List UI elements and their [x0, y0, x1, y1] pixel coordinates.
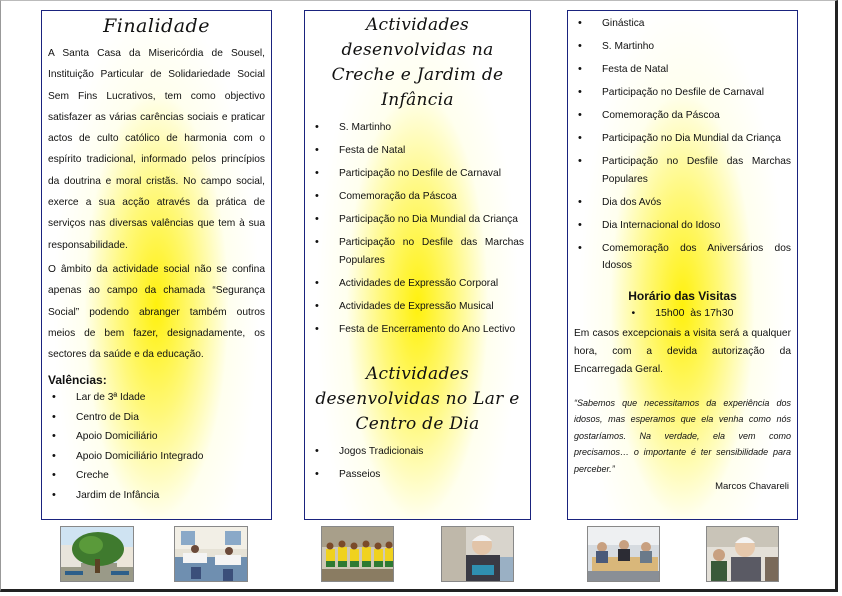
- creche-activities-list: [311, 119, 524, 338]
- list-item: • Participação no Dia Mundial da Criança: [574, 130, 791, 148]
- photo-elderly-table: [587, 526, 660, 582]
- photo-children-costumes: [321, 526, 394, 582]
- panel-continuacao: [567, 10, 798, 520]
- list-item: • Jogos Tradicionais: [311, 443, 524, 461]
- finalidade-title: Finalidade: [103, 15, 210, 37]
- photo-elderly-knitting: [441, 526, 514, 582]
- valencias-heading: Valências:: [48, 373, 107, 388]
- list-item: • S. Martinho: [574, 38, 791, 56]
- list-item: • Centro de Dia: [48, 409, 265, 426]
- lar-activities-title: Actividades desenvolvidas no Lar e Centro de Dia: [315, 364, 520, 434]
- visits-time: [568, 307, 797, 319]
- list-item: • Participação no Desfile de Carnaval: [311, 165, 524, 183]
- finalidade-paragraph-2: O âmbito da actividade social não se confina apenas ao campo da chamada “Segurança Social” podendo abranger também outros meios de bem fazer, designadamente, os sectores da saúde e da educação.: [48, 263, 265, 361]
- list-item: • Dia Internacional do Idoso: [574, 217, 791, 235]
- list-item: • Dia dos Avós: [574, 194, 791, 212]
- list-item: • Festa de Natal: [311, 142, 524, 160]
- list-item: • Actividades de Expressão Corporal: [311, 275, 524, 293]
- visits-hours: 15h00 às 17h30: [655, 306, 734, 319]
- list-item: • Creche: [48, 467, 265, 484]
- panel-finalidade: [41, 10, 272, 520]
- finalidade-paragraph-1: A Santa Casa da Misericórdia de Sousel, Instituição Particular de Solidariedade Social Sem Fins Lucrativos, tem como objectivo satisfazer as várias carências sociais e praticar actos de culto católico de harmonia com o espírito tradicional, informado pelos princípios da doutrina e moral cristãs. No campo social, exerce a sua acção através da prática de serviços nas diversas valências que tem à sua responsabilidade.: [48, 48, 265, 251]
- list-item: • Jardim de Infância: [48, 487, 265, 504]
- photo-dining-room: [174, 526, 248, 582]
- list-item: • S. Martinho: [311, 119, 524, 137]
- list-item: • Passeios: [311, 466, 524, 484]
- quote-author: Marcos Chavareli: [715, 481, 789, 492]
- lar-activities-list: [311, 443, 524, 484]
- bullet-icon: •: [631, 306, 636, 319]
- photo-tree-courtyard: [60, 526, 134, 582]
- valencias-list: [48, 389, 265, 504]
- list-item: • Comemoração da Páscoa: [574, 107, 791, 125]
- list-item: • Festa de Natal: [574, 61, 791, 79]
- quote-text: “Sabemos que necessitamos da experiência dos idosos, mas esperamos que ela venha como nós gostaríamos. Na verdade, ela vem como precisamos… o importante é ter sensibilidade para perceber.”: [574, 397, 791, 474]
- list-item: • Apoio Domiciliário: [48, 428, 265, 445]
- panel-actividades: [304, 10, 531, 520]
- list-item: • Lar de 3ª Idade: [48, 389, 265, 406]
- list-item: • Actividades de Expressão Musical: [311, 298, 524, 316]
- list-item: • Comemoração dos Aniversários dos Idosos: [574, 240, 791, 275]
- list-item: • Apoio Domiciliário Integrado: [48, 448, 265, 465]
- list-item: • Comemoração da Páscoa: [311, 188, 524, 206]
- lar-activities-list-cont: [574, 15, 791, 275]
- list-item: • Participação no Desfile das Marchas Populares: [574, 153, 791, 188]
- visits-note: Em casos excepcionais a visita será a qualquer hora, com a devida autorização da Encarregada Geral.: [574, 327, 791, 375]
- list-item: • Participação no Dia Mundial da Criança: [311, 211, 524, 229]
- visits-heading: Horário das Visitas: [628, 288, 737, 303]
- list-item: • Participação no Desfile de Carnaval: [574, 84, 791, 102]
- list-item: • Participação no Desfile das Marchas Populares: [311, 234, 524, 269]
- creche-activities-title: Actividades desenvolvidas na Creche e Jardim de Infância: [331, 15, 504, 110]
- list-item: • Ginástica: [574, 15, 791, 33]
- photo-elderly-craft: [706, 526, 779, 582]
- list-item: • Festa de Encerramento do Ano Lectivo: [311, 321, 524, 339]
